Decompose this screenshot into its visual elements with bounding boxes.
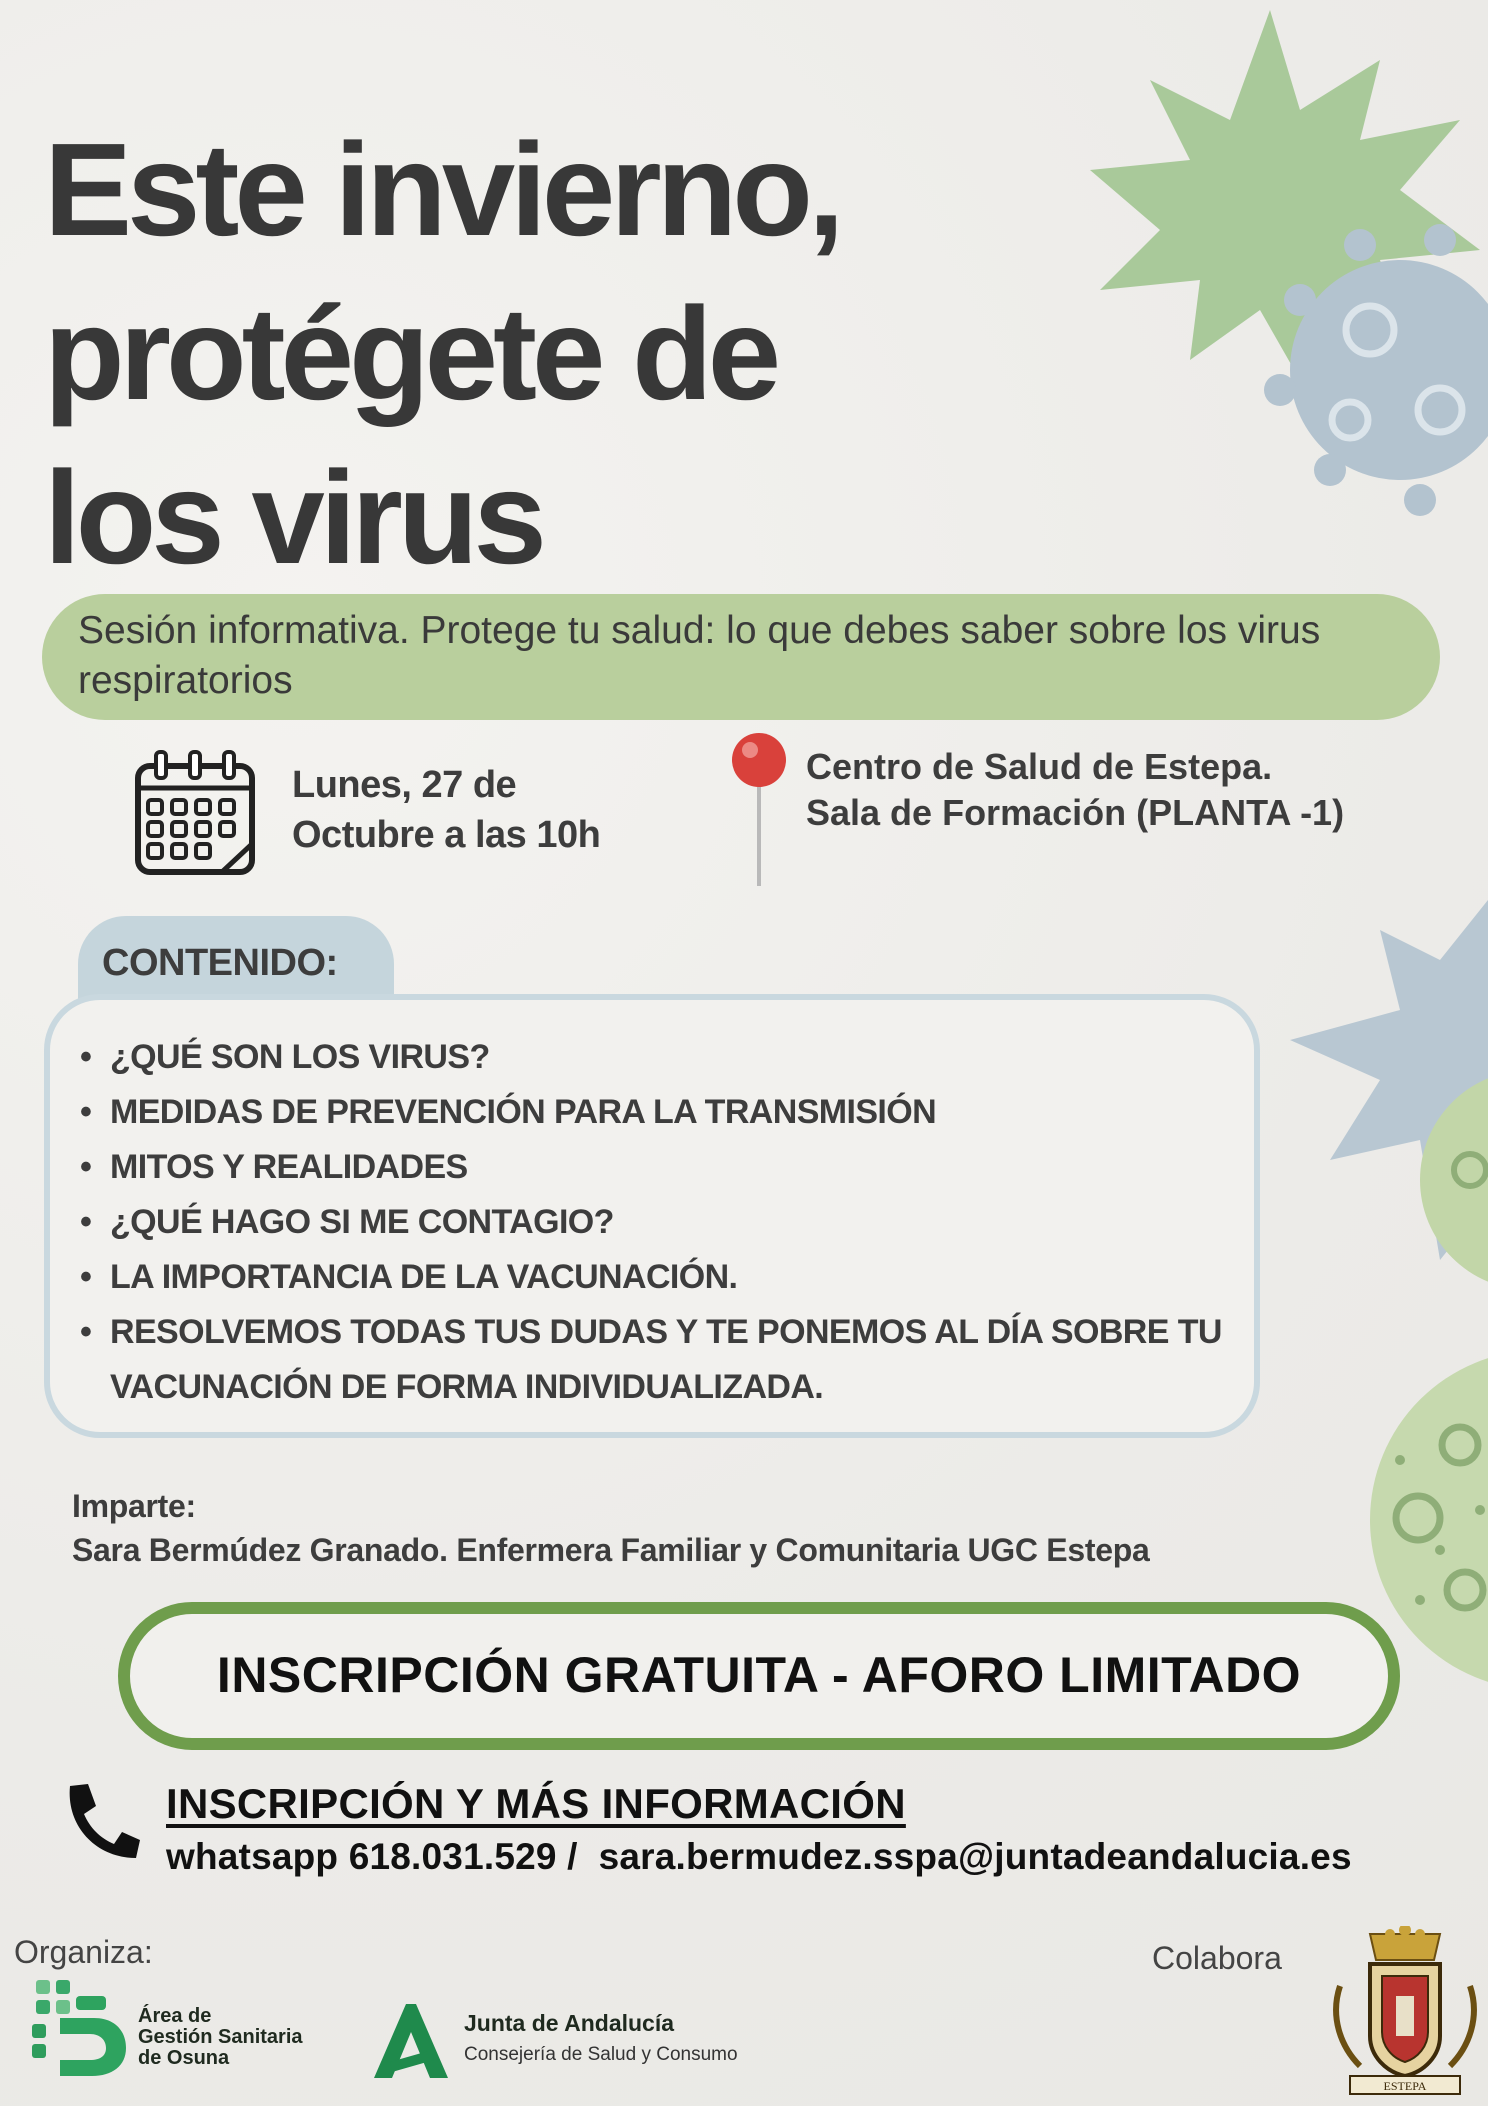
ags-line-3: de Osuna [138,2047,230,2069]
main-title [44,108,1044,600]
ags-osuna-logo-icon [30,1978,130,2078]
junta-andalucia-logo-icon [370,2002,452,2080]
ags-line-2: Gestión Sanitaria [138,2026,303,2048]
title-line-3: los virus [44,444,542,591]
calendar-icon [134,748,256,878]
phone-icon [60,1780,142,1862]
crest-text: ESTEPA [1383,2079,1427,2093]
event-date [292,760,600,860]
list-item: • LA IMPORTANCIA DE LA VACUNACIÓN. [80,1250,1240,1305]
title-line-1: Este invierno, [44,116,840,263]
contenido-heading: CONTENIDO: [78,916,394,1012]
green-dotted-virus-icon [1370,1070,1488,1690]
blue-spiky-virus-icon [1290,900,1488,1260]
info-title-link[interactable]: INSCRIPCIÓN Y MÁS INFORMACIÓN [166,1780,906,1827]
speaker-label: Imparte: [72,1488,196,1524]
session-banner: Sesión informativa. Protege tu salud: lo que debes saber sobre los virus respiratorios [42,594,1440,720]
event-date-line-1: Lunes, 27 de [292,764,517,806]
contact-details[interactable]: whatsapp 618.031.529 / sara.bermudez.sspa@juntadeandalucia.es [166,1836,1352,1877]
title-line-2: protégete de [44,280,777,427]
speaker-name: Sara Bermúdez Granado. Enfermera Familiar y Comunitaria UGC Estepa [72,1532,1150,1568]
junta-name: Junta de Andalucía [464,2010,675,2036]
list-item: • ¿QUÉ SON LOS VIRUS? [80,1030,1240,1085]
registration-banner: INSCRIPCIÓN GRATUITA - AFORO LIMITADO [118,1602,1400,1750]
list-item: • MITOS Y REALIDADES [80,1140,1240,1195]
map-pin-icon [728,730,790,890]
blue-virus-icon [1264,224,1488,516]
organiza-label: Organiza: [14,1934,153,1970]
green-virus-icon [1090,10,1480,380]
speaker-info [72,1484,1149,1572]
list-item: • MEDIDAS DE PREVENCIÓN PARA LA TRANSMISIÓN [80,1085,1240,1140]
event-location [806,744,1344,836]
ags-osuna-name [138,2006,303,2069]
contenido-list [80,1030,1240,1415]
ags-line-1: Área de [138,2005,212,2027]
event-location-line-1: Centro de Salud de Estepa. [806,746,1273,787]
list-item: • ¿QUÉ HAGO SI ME CONTAGIO? [80,1195,1240,1250]
colabora-label: Colabora [1152,1940,1282,1976]
estepa-crest-icon [1330,1926,1480,2098]
junta-department: Consejería de Salud y Consumo [464,2044,738,2065]
list-item: • RESOLVEMOS TODAS TUS DUDAS Y TE PONEMOS AL DÍA SOBRE TU VACUNACIÓN DE FORMA INDIVIDUALIZADA. [80,1305,1240,1415]
event-date-line-2: Octubre a las 10h [292,814,601,856]
event-location-line-2: Sala de Formación (PLANTA -1) [806,792,1345,833]
